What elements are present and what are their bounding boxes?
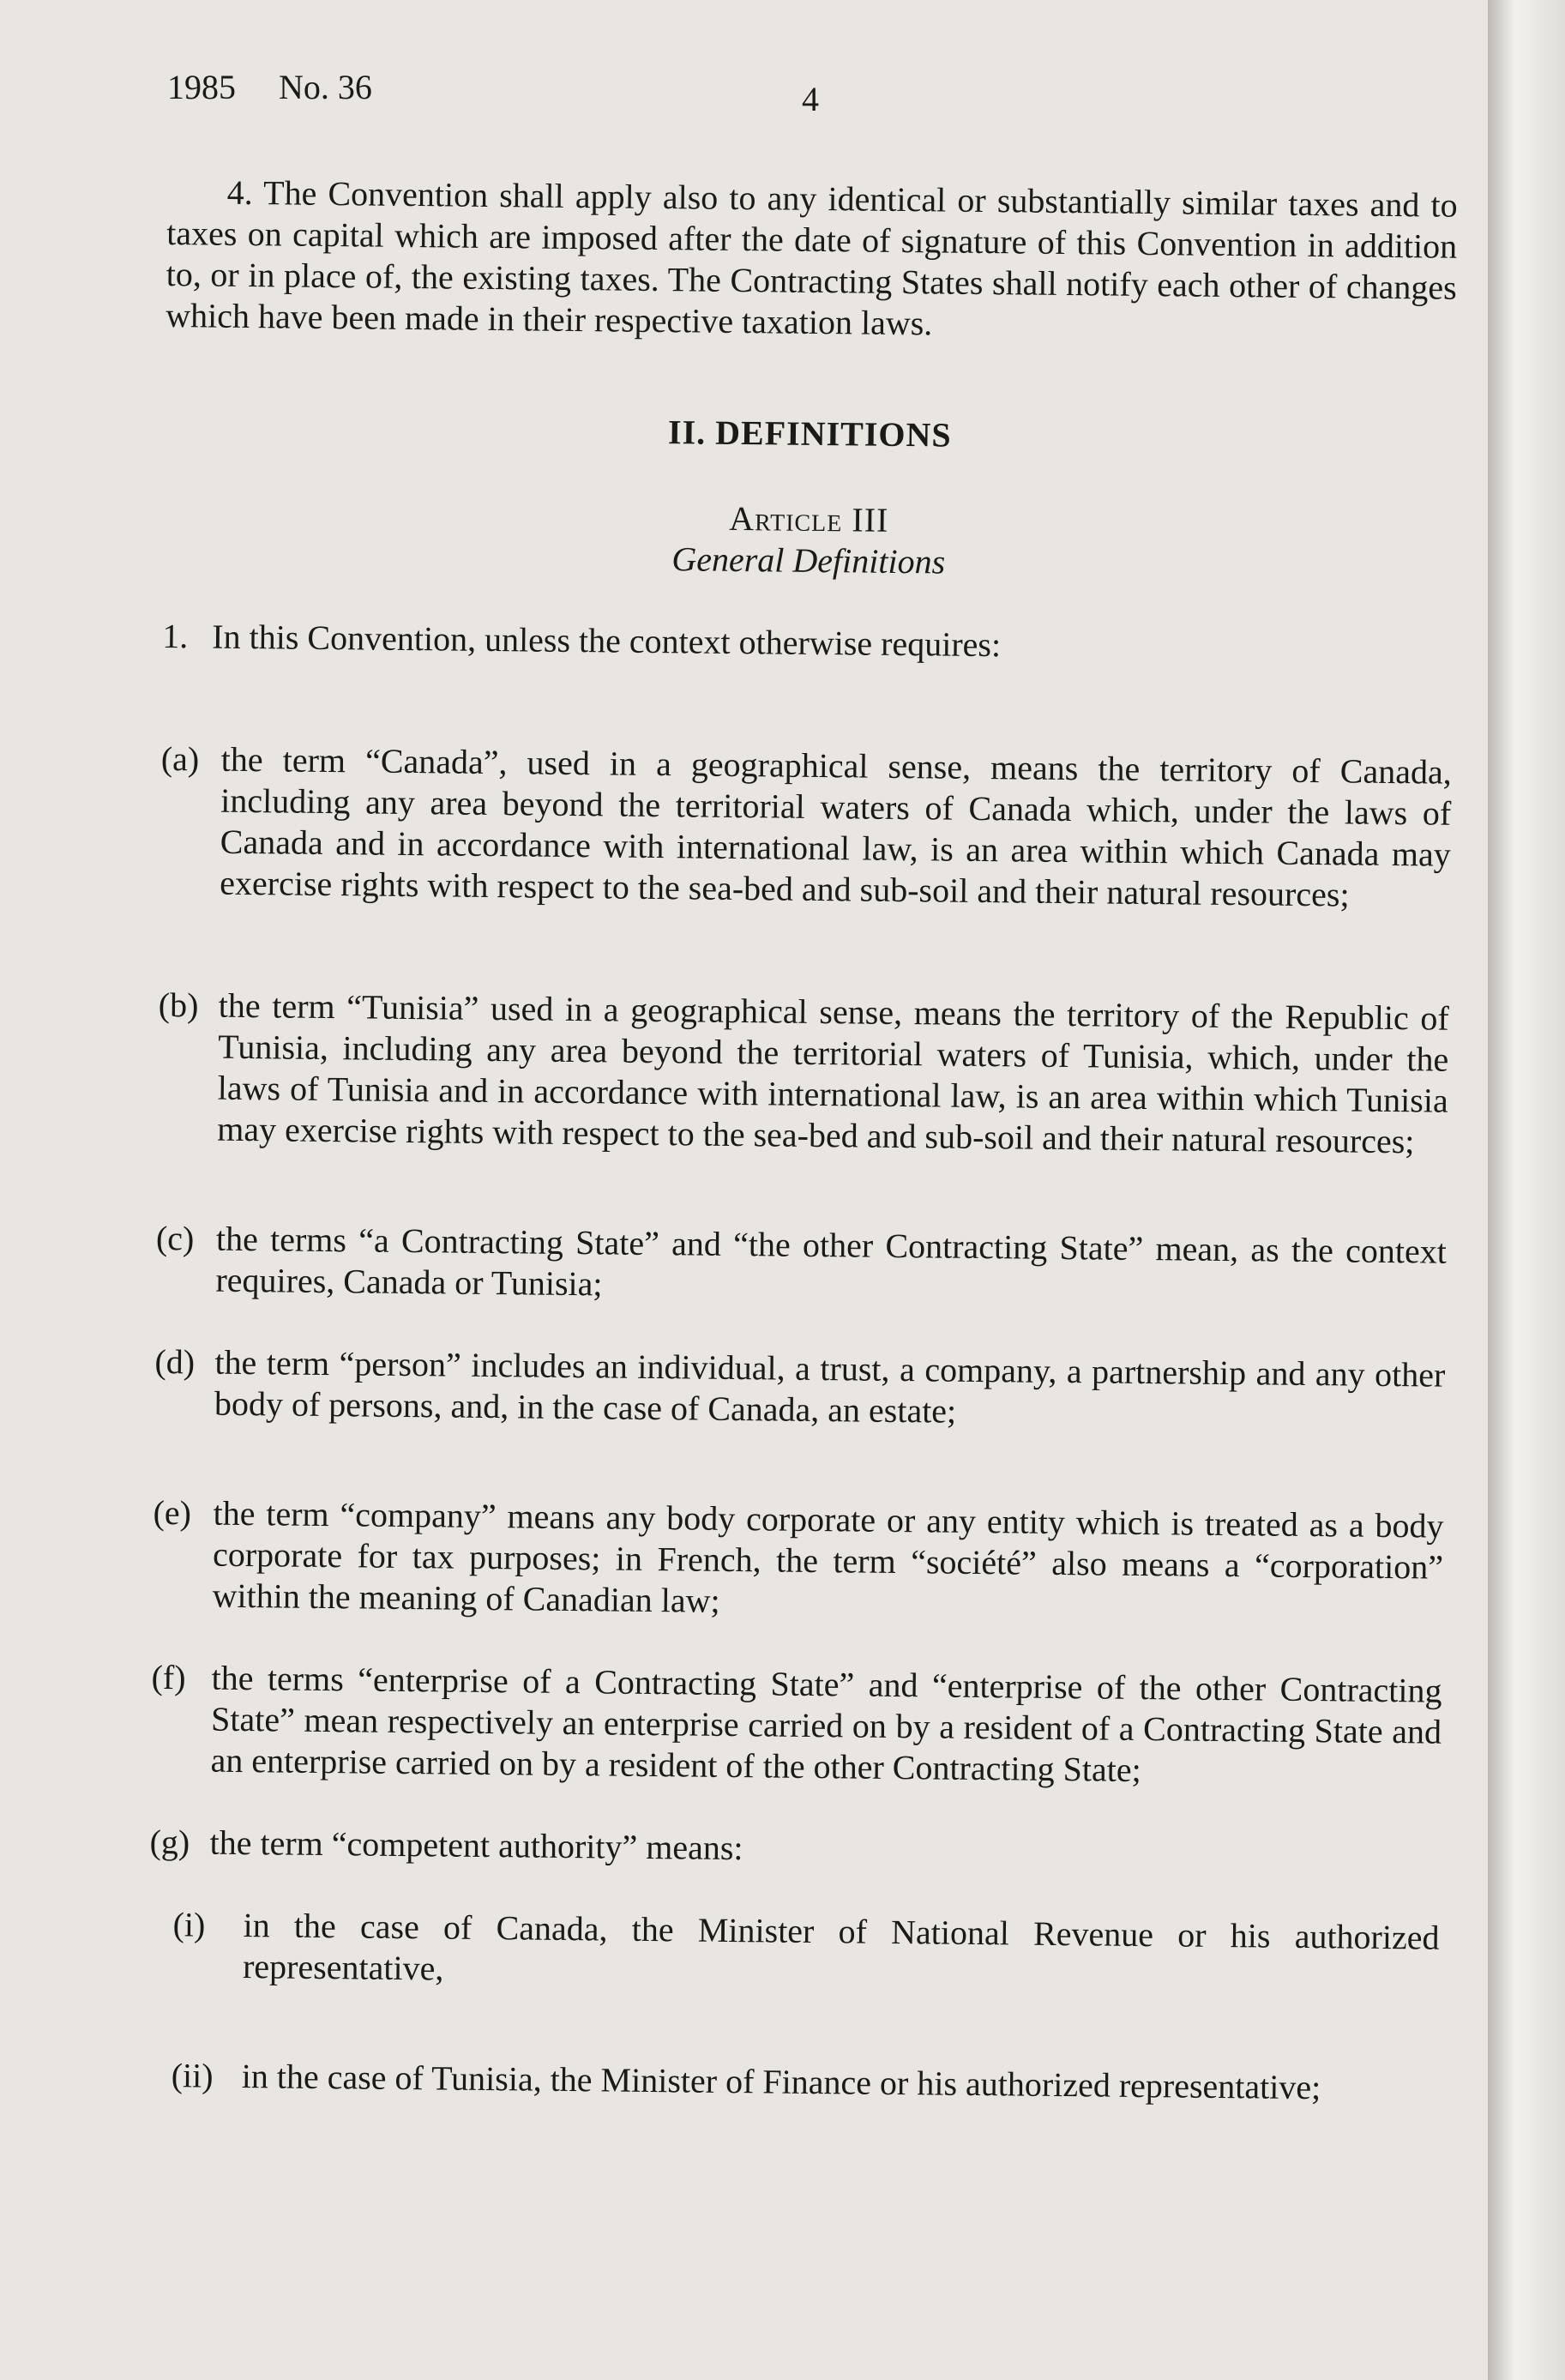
document-body (147, 172, 1458, 2110)
item-text: the term “competent authority” means: (209, 1823, 743, 1868)
definition-item-a (160, 738, 1452, 917)
sub-item-label: (ii) (171, 2056, 214, 2095)
item-text: the term “person” includes an individual, a trust, a company, a partnership and any other body of persons, and, in the case of Canada, an estate; (214, 1342, 1446, 1431)
paragraph-label: 1. (162, 616, 189, 656)
article-heading: Article III (728, 498, 889, 539)
item-text: the term “company” means any body corporate or any entity which is treated as a body corporate for tax purposes; in French, the term “société” also means a “corporation” within the meaning of Canadian law; (212, 1493, 1444, 1620)
header-year: 1985 (167, 68, 236, 106)
item-text: the terms “enterprise of a Contracting State” and “enterprise of the other Contracting State” mean respectively an enterprise carried on by a resident of a Contracting State and an enterprise carried on by a resident of the other Contracting State; (210, 1658, 1442, 1789)
definition-item-d (154, 1341, 1446, 1437)
definition-item-c (155, 1218, 1447, 1314)
sub-item-text: in the case of Canada, the Minister of National Revenue or his authorized representative, (242, 1906, 1440, 1988)
article-subtitle: General Definitions (671, 539, 946, 581)
item-label: (f) (151, 1657, 186, 1697)
item-text: the term “Tunisia” used in a geographical sense, means the territory of the Republic of Tunisia, including any area beyond the territorial waters of Tunisia, which, under the laws of Tunisia and in accordance with international law, is an area within which Tunisia may exercise rights with respect to the sea-bed and sub-soil and their natural resources; (217, 985, 1449, 1161)
definition-item-f (150, 1657, 1442, 1794)
item-label: (a) (160, 738, 200, 779)
sub-item-label: (i) (172, 1905, 206, 1944)
page-edge (1488, 0, 1565, 2380)
sub-item-ii (147, 2055, 1438, 2110)
item-text: the terms “a Contracting State” and “the other Contracting State” mean, as the context requires, Canada or Tunisia; (215, 1219, 1448, 1304)
section-heading: II. DEFINITIONS (667, 413, 952, 455)
item-label: (c) (155, 1218, 195, 1258)
item-label: (b) (158, 985, 199, 1025)
item-label: (g) (149, 1822, 190, 1862)
sub-item-i (148, 1904, 1440, 2000)
header-number: No. 36 (279, 68, 372, 106)
definition-item-e (152, 1492, 1443, 1630)
paragraph-text: In this Convention, unless the context otherwise requires: (212, 617, 1002, 665)
definition-item-g (149, 1822, 1440, 1877)
item-label: (d) (154, 1341, 196, 1382)
paragraph-1 (162, 616, 1453, 671)
sub-item-text: in the case of Tunisia, the Minister of Finance or his authorized representative; (241, 2057, 1321, 2107)
paragraph-4: 4. The Convention shall apply also to any identical or substantially similar taxes and to taxes on capital which are imposed after the date of signature of this Convention in addition to, or in place of, the existing taxes. The Contracting States shall notify each other of changes which have been made in their respective taxation laws. (166, 172, 1458, 343)
page-number: 4 (802, 80, 819, 118)
item-label: (e) (153, 1492, 192, 1533)
item-text: the term “Canada”, used in a geographical sense, means the territory of Canada, including any area beyond the territorial waters of Canada which, under the laws of Canada and in accordance with international law, is an area within which Canada may exercise rights with respect to the sea-bed and sub-soil and their natural resources; (220, 739, 1452, 914)
definition-item-b (157, 985, 1449, 1163)
